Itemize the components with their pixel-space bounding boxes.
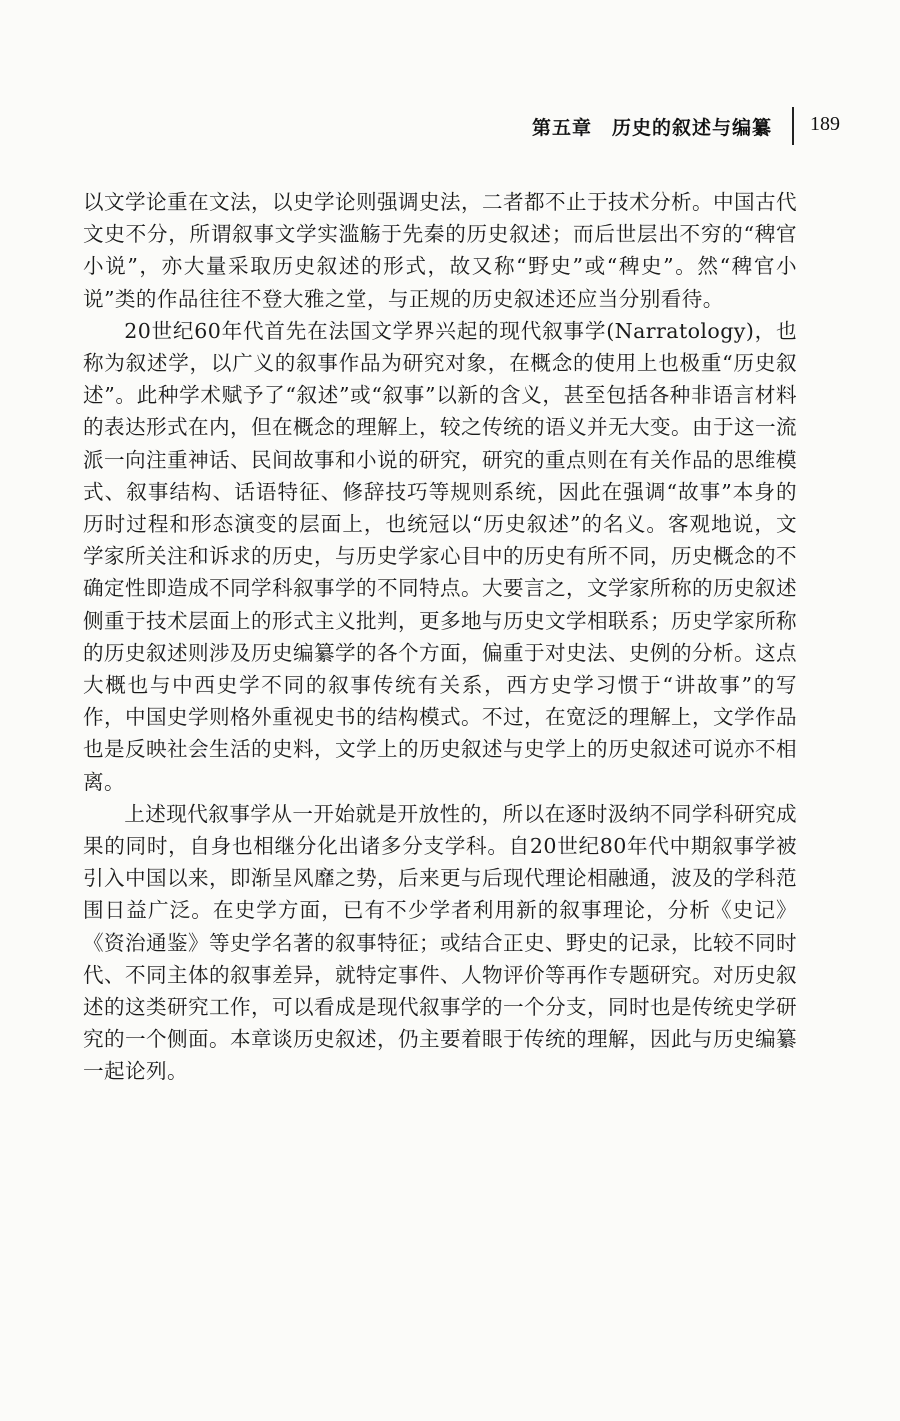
running-header (0, 103, 900, 147)
header-divider (792, 107, 794, 145)
body-text (83, 186, 797, 1088)
paragraph-continued: 以文学论重在文法，以史学论则强调史法，二者都不止于技术分析。中国古代文史不分，所谓叙事文学实滥觞于先秦的历史叙述；而后世层出不穷的“稗官小说”，亦大量采取历史叙述的形式，故又称“野史”或“稗史”。然“稗官小说”类的作品往往不登大雅之堂，与正规的历史叙述还应当分别看待。 (83, 190, 797, 311)
page-number: 189 (810, 113, 840, 135)
chapter-title: 第五章 历史的叙述与编纂 (531, 117, 772, 139)
paragraph-modern-narratology: 上述现代叙事学从一开始就是开放性的，所以在逐时汲纳不同学科研究成果的同时，自身也相继分化出诸多分支学科。自20世纪80年代中期叙事学被引入中国以来，即渐呈风靡之势，后来更与后现代理论相融通，波及的学科范围日益广泛。在史学方面，已有不少学者利用新的叙事理论，分析《史记》《资治通鉴》等史学名著的叙事特征；或结合正史、野史的记录，比较不同时代、不同主体的叙事差异，就特定事件、人物评价等再作专题研究。对历史叙述的这类研究工作，可以看成是现代叙事学的一个分支，同时也是传统史学研究的一个侧面。本章谈历史叙述，仍主要着眼于传统的理解，因此与历史编纂一起论列。 (83, 801, 797, 1084)
paragraph-narratology: 20世纪60年代首先在法国文学界兴起的现代叙事学(Narratology)，也称为叙述学，以广义的叙事作品为研究对象，在概念的使用上也极重“历史叙述”。此种学术赋予了“叙述”或“叙事”以新的含义，甚至包括各种非语言材料的表达形式在内，但在概念的理解上，较之传统的语义并无大变。由于这一流派一向注重神话、民间故事和小说的研究，研究的重点则在有关作品的思维模式、叙事结构、话语特征、修辞技巧等规则系统，因此在强调“故事”本身的历时过程和形态演变的层面上，也统冠以“历史叙述”的名义。客观地说，文学家所关注和诉求的历史，与历史学家心目中的历史有所不同，历史概念的不确定性即造成不同学科叙事学的不同特点。大要言之，文学家所称的历史叙述侧重于技术层面上的形式主义批判，更多地与历史文学相联系；历史学家所称的历史叙述则涉及历史编纂学的各个方面，偏重于对史法、史例的分析。这点大概也与中西史学不同的叙事传统有关系，西方史学习惯于“讲故事”的写作，中国史学则格外重视史书的结构模式。不过，在宽泛的理解上，文学作品也是反映社会生活的史料，文学上的历史叙述与史学上的历史叙述可说亦不相离。 (83, 318, 797, 794)
